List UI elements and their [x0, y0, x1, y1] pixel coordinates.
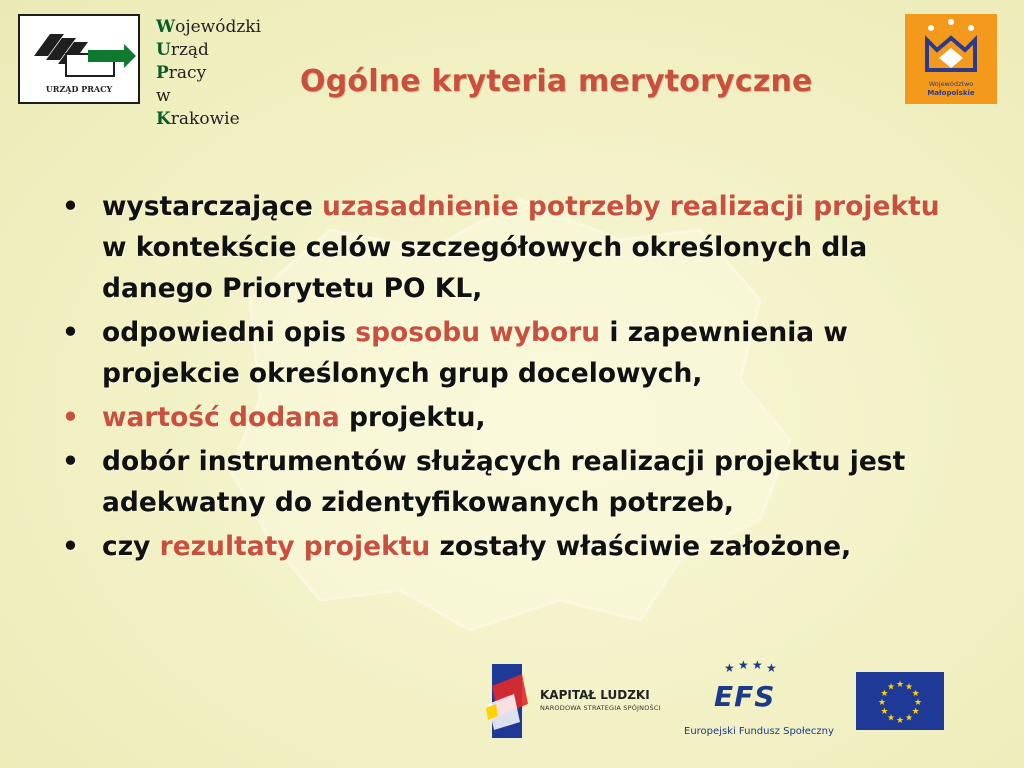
- criteria-text: dobór instrumentów służących realizacji projektu jest adekwatny do zidentyfikowanych potrzeb,: [102, 446, 906, 518]
- wup-name-line: [156, 16, 261, 39]
- eu-star: ★: [887, 713, 896, 724]
- criteria-text: zostały właściwie założone,: [430, 531, 852, 562]
- highlighted-phrase: rezultaty projektu: [159, 531, 431, 562]
- bullet-marker: •: [62, 446, 79, 477]
- eu-star: ★: [880, 707, 889, 717]
- criteria-item: [60, 186, 960, 309]
- svg-text:★: ★: [752, 660, 763, 672]
- wup-name-line: [156, 108, 261, 131]
- kapital-ludzki-title: KAPITAŁ LUDZKI: [540, 688, 650, 702]
- highlighted-phrase: uzasadnienie potrzeby realizacji projektu: [322, 191, 940, 222]
- criteria-item: [60, 312, 960, 394]
- eu-flag: [856, 672, 944, 730]
- criteria-item: [60, 397, 960, 438]
- efs-logo: [684, 660, 834, 744]
- wup-name-line: [156, 62, 261, 85]
- wup-logo: [18, 14, 140, 104]
- wup-name-line: [156, 85, 261, 108]
- efs-caption: Europejski Fundusz Społeczny: [684, 726, 834, 737]
- malopolska-emblem-icon: [905, 14, 997, 78]
- malopolska-caption-top: Województwo: [928, 80, 974, 88]
- criteria-list: [60, 186, 960, 570]
- bullet-marker: •: [62, 317, 79, 348]
- criteria-text: w kontekście celów szczegółowych określonych dla danego Priorytetu PO KL,: [102, 232, 868, 304]
- wup-name-rest: racy: [168, 63, 207, 83]
- wup-name-rest: rząd: [170, 40, 209, 60]
- criteria-text: czy: [102, 531, 160, 562]
- svg-text:★: ★: [724, 661, 735, 675]
- eu-flag-icon: [856, 672, 944, 730]
- bullet-marker: •: [62, 191, 79, 222]
- wup-name-initial: W: [156, 17, 176, 37]
- wup-logo-caption: URZĄD PRACY: [45, 84, 113, 94]
- eu-star: ★: [911, 707, 920, 717]
- page-title: Ogólne kryteria merytoryczne: [300, 64, 813, 99]
- criteria-item: [60, 526, 960, 567]
- bullet-marker: •: [62, 402, 79, 433]
- eu-star: ★: [887, 682, 896, 693]
- eu-star: ★: [914, 698, 923, 708]
- malopolska-logo: [905, 14, 997, 104]
- svg-text:★: ★: [738, 660, 749, 672]
- wup-name-rest: rakowie: [170, 109, 240, 129]
- wup-name: [156, 16, 261, 131]
- wup-name-line: [156, 39, 261, 62]
- criteria-text: wystarczające: [102, 191, 323, 222]
- criteria-item: [60, 441, 960, 523]
- kapital-ludzki-logo: [484, 664, 674, 738]
- efs-word: EFS: [714, 680, 776, 713]
- wup-name-rest: w: [156, 86, 171, 106]
- bullet-marker: •: [62, 531, 79, 562]
- criteria-text: odpowiedni opis: [102, 317, 356, 348]
- eu-star: ★: [905, 682, 914, 693]
- eu-star: ★: [911, 689, 920, 699]
- malopolska-caption-bottom: Małopolskie: [927, 89, 975, 97]
- eu-star: ★: [905, 713, 914, 724]
- eu-star: ★: [896, 716, 905, 726]
- wup-name-initial: U: [156, 40, 171, 60]
- criteria-text: i zapewnienia w projekcie określonych grup docelowych,: [102, 317, 848, 389]
- eu-star: ★: [880, 689, 889, 699]
- kapital-ludzki-flag-icon: [484, 664, 538, 738]
- wup-name-initial: K: [156, 109, 171, 129]
- wup-arrow-logo-icon: [20, 16, 138, 86]
- criteria-text: projektu,: [339, 402, 486, 433]
- highlighted-phrase: sposobu wyboru: [355, 317, 601, 348]
- wup-name-rest: ojewódzki: [175, 17, 262, 37]
- svg-text:★: ★: [766, 661, 777, 675]
- eu-star: ★: [878, 698, 887, 708]
- highlighted-phrase: wartość dodana: [102, 402, 340, 433]
- wup-name-initial: P: [156, 63, 169, 83]
- efs-stars-icon: [684, 660, 820, 680]
- kapital-ludzki-subtitle: NARODOWA STRATEGIA SPÓJNOŚCI: [540, 704, 661, 712]
- eu-star: ★: [896, 680, 905, 690]
